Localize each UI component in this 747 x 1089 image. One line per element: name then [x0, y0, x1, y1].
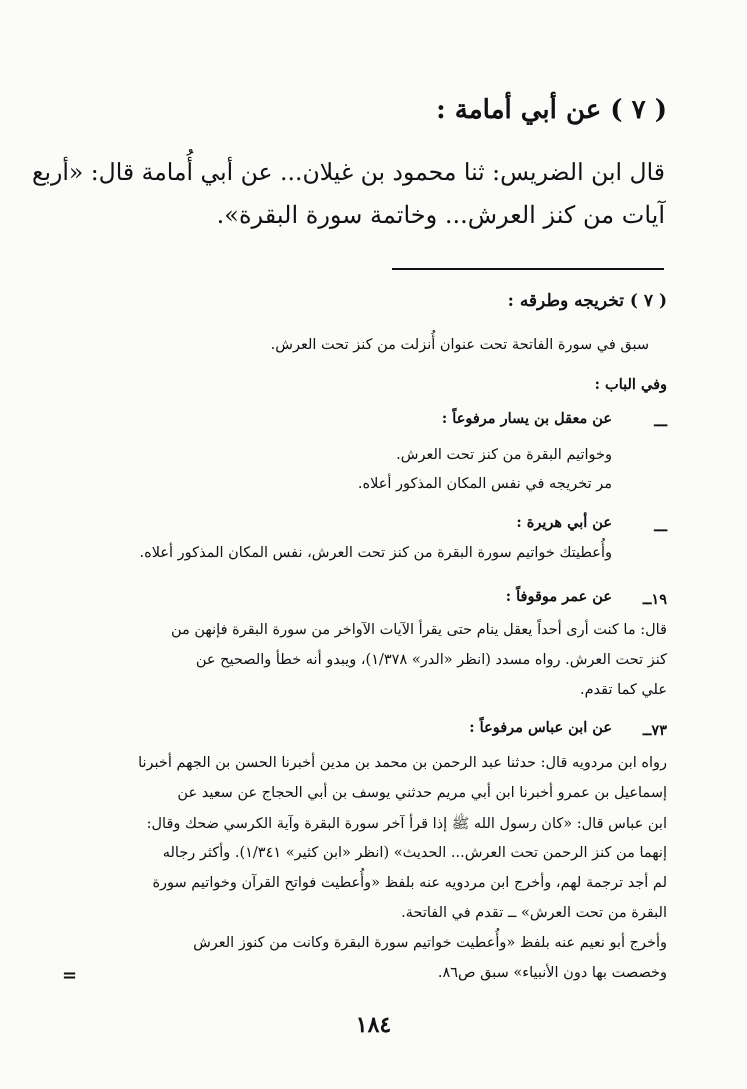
- fi-al-bab-label: وفي الباب :: [594, 376, 667, 393]
- section-line: إسماعيل بن عمرو أخبرنا ابن أبي مريم حدثني يوسف بن أبي الحجاج عن سعيد عن: [177, 785, 667, 801]
- section-marker: ٧٣ــ: [642, 722, 667, 739]
- section-line: كنز تحت العرش. رواه مسدد (انظر «الدر» ١/٣٧٨)، ويبدو أنه خطأ والصحيح عن: [195, 652, 667, 668]
- section-heading: عن عمر موقوفاً :: [505, 588, 612, 605]
- takhrij-text: سبق في سورة الفاتحة تحت عنوان أُنزلت من كنز تحت العرش.: [270, 337, 649, 353]
- section-line: وخواتيم البقرة من كنز تحت العرش.: [396, 447, 612, 463]
- section-heading: عن أبي هريرة :: [516, 514, 612, 531]
- main-text-line: آيات من كنز العرش... وخاتمة سورة البقرة».: [216, 201, 665, 229]
- main-text-line: قال ابن الضريس: ثنا محمود بن غيلان... عن أبي أُمامة قال: «أربع: [31, 158, 665, 186]
- section-line: وأُعطيتك خواتيم سورة البقرة من كنز تحت العرش، نفس المكان المذكور أعلاه.: [139, 545, 612, 561]
- section-marker: ـــ: [654, 413, 667, 430]
- section-line: مر تخريجه في نفس المكان المذكور أعلاه.: [357, 476, 612, 492]
- section-line: وأخرج أبو نعيم عنه بلفظ «وأُعطيت خواتيم سورة البقرة وكانت من كنوز العرش: [193, 935, 667, 951]
- section-line: قال: ما كنت أرى أحداً يعقل ينام حتى يقرأ الآيات الآواخر من سورة البقرة فإنهن من: [170, 622, 667, 638]
- section-line: إنهما من كنز الرحمن تحت العرش... الحديث» (انظر «ابن كثير» ١/٣٤١). وأكثر رجاله: [162, 845, 667, 861]
- section-line: علي كما تقدم.: [579, 682, 667, 698]
- section-line: رواه ابن مردويه قال: حدثنا عبد الرحمن بن محمد بن مدين أخبرنا الحسن بن الجهم أخبرنا: [138, 755, 667, 771]
- section-line: لم أجد ترجمة لهم، وأخرج ابن مردويه عنه بلفظ «وأُعطيت فواتح القرآن وخواتيم سورة: [152, 875, 667, 891]
- section-line: البقرة من تحت العرش» ــ تقدم في الفاتحة.: [401, 905, 667, 921]
- takhrij-heading: ( ٧ ) تخريجه وطرقه :: [507, 291, 667, 311]
- footnote-separator: [392, 268, 664, 270]
- section-heading: عن ابن عباس مرفوعاً :: [469, 719, 612, 736]
- section-line: وخصصت بها دون الأنبياء» سبق ص٨٦.: [437, 965, 667, 981]
- section-marker: ـــ: [654, 518, 667, 535]
- section-line: ابن عباس قال: «كان رسول الله ﷺ إذا قرأ آخر سورة البقرة وآية الكرسي ضحك وقال:: [146, 816, 667, 832]
- page-number: ١٨٤: [355, 1012, 392, 1038]
- continuation-mark: =: [62, 965, 78, 986]
- section-marker: ١٩ــ: [642, 591, 667, 608]
- main-heading: ( ٧ ) عن أبي أمامة :: [436, 95, 667, 125]
- section-heading: عن معقل بن يسار مرفوعاً :: [441, 410, 612, 427]
